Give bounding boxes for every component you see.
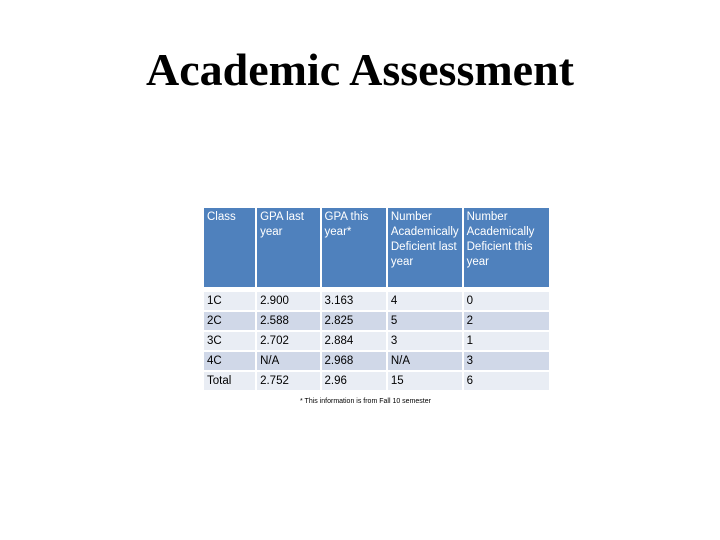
cell-class: Total (204, 372, 255, 390)
cell-deficient-this-year: 6 (464, 372, 549, 390)
cell-deficient-last-year: 3 (388, 332, 462, 350)
cell-class: 2C (204, 312, 255, 330)
table-header-row (204, 208, 549, 287)
footnote: * This information is from Fall 10 semester (300, 398, 431, 405)
header-gpa-last-year: GPA last year (257, 208, 319, 287)
table-row-total (204, 372, 549, 390)
cell-gpa-this-year: 3.163 (322, 289, 386, 310)
table-row (204, 289, 549, 310)
table-row (204, 352, 549, 370)
cell-gpa-last-year: 2.752 (257, 372, 319, 390)
cell-class: 1C (204, 289, 255, 310)
header-gpa-this-year: GPA this year* (322, 208, 386, 287)
cell-gpa-this-year: 2.884 (322, 332, 386, 350)
cell-deficient-this-year: 3 (464, 352, 549, 370)
cell-gpa-this-year: 2.968 (322, 352, 386, 370)
cell-deficient-this-year: 0 (464, 289, 549, 310)
cell-gpa-this-year: 2.825 (322, 312, 386, 330)
header-class: Class (204, 208, 255, 287)
cell-gpa-this-year: 2.96 (322, 372, 386, 390)
cell-deficient-this-year: 2 (464, 312, 549, 330)
cell-gpa-last-year: 2.900 (257, 289, 319, 310)
table-row (204, 332, 549, 350)
header-deficient-last-year: Number Academically Deficient last year (388, 208, 462, 287)
cell-gpa-last-year: N/A (257, 352, 319, 370)
cell-class: 4C (204, 352, 255, 370)
cell-deficient-last-year: 5 (388, 312, 462, 330)
table-row (204, 312, 549, 330)
cell-deficient-this-year: 1 (464, 332, 549, 350)
cell-deficient-last-year: N/A (388, 352, 462, 370)
assessment-table (202, 206, 551, 392)
cell-class: 3C (204, 332, 255, 350)
cell-deficient-last-year: 15 (388, 372, 462, 390)
cell-gpa-last-year: 2.702 (257, 332, 319, 350)
slide-title: Academic Assessment (146, 44, 574, 95)
cell-gpa-last-year: 2.588 (257, 312, 319, 330)
cell-deficient-last-year: 4 (388, 289, 462, 310)
header-deficient-this-year: Number Academically Deficient this year (464, 208, 549, 287)
